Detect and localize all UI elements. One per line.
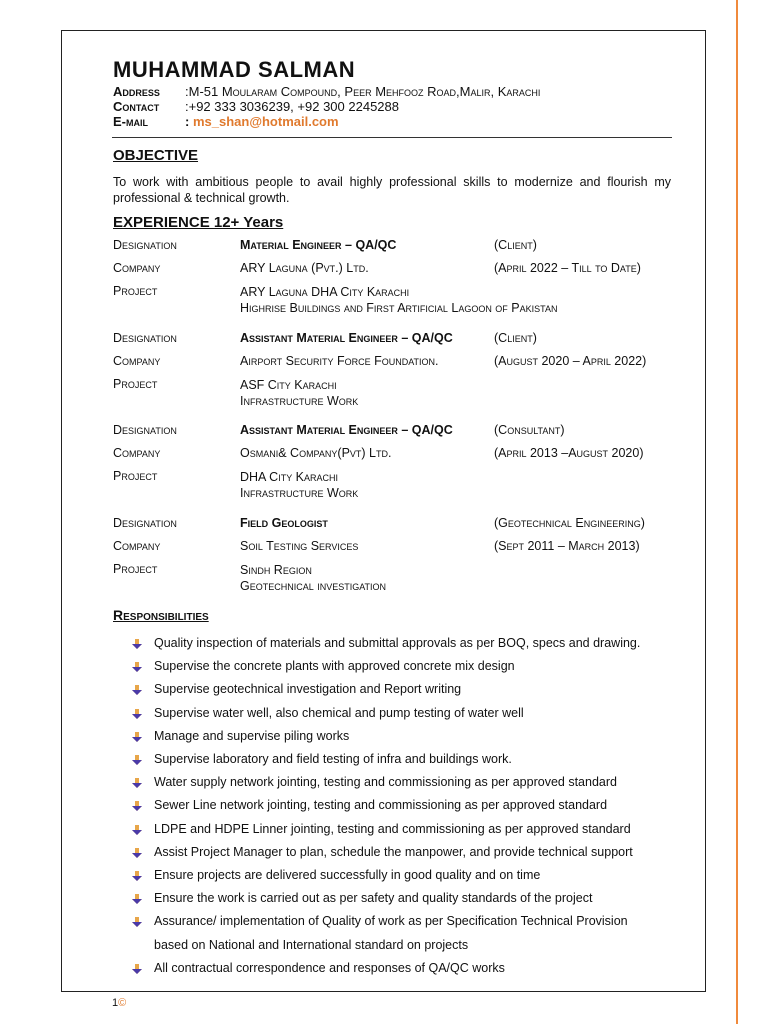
- page-mark-icon: ©: [118, 997, 127, 1009]
- responsibility-text: LDPE and HDPE Linner jointing, testing and commissioning as per approved standard: [154, 821, 631, 836]
- responsibility-text: Supervise water well, also chemical and pump testing of water well: [154, 705, 524, 720]
- job-project-line: Geotechnical investigation: [240, 579, 387, 593]
- responsibility-text: Ensure the work is carried out as per safety and quality standards of the project: [154, 891, 593, 906]
- responsibility-text: Supervise laboratory and field testing of infra and buildings work.: [154, 752, 512, 767]
- responsibility-item: [132, 887, 672, 910]
- job-company: Airport Security Force Foundation.: [240, 354, 439, 368]
- job-designation: Assistant Material Engineer – QA/QC: [240, 331, 453, 345]
- responsibility-item: [132, 725, 672, 748]
- responsibility-text: Supervise geotechnical investigation and Report writing: [154, 682, 462, 697]
- responsibility-text: Ensure projects are delivered successfully in good quality and on time: [154, 868, 541, 883]
- arrow-bullet-icon: [132, 778, 142, 788]
- responsibility-item: [132, 748, 672, 771]
- company-label: Company: [113, 539, 161, 553]
- project-label: Project: [113, 284, 158, 298]
- contact-value: :+92 333 3036239, +92 300 2245288: [185, 99, 399, 114]
- job-project-line: DHA City Karachi: [240, 470, 339, 484]
- job-company: Osmani& Company(Pvt) Ltd.: [240, 446, 392, 460]
- responsibility-item: [132, 794, 672, 817]
- responsibility-text: All contractual correspondence and responses of QA/QC works: [154, 960, 505, 975]
- arrow-bullet-icon: [132, 709, 142, 719]
- job-entry: [113, 423, 673, 500]
- responsibility-item: [132, 957, 672, 980]
- experience-heading: EXPERIENCE 12+ Years: [113, 214, 284, 231]
- arrow-bullet-icon: [132, 801, 142, 811]
- arrow-bullet-icon: [132, 662, 142, 672]
- job-entry: [113, 331, 673, 408]
- job-project-line: Highrise Buildings and First Artificial Lagoon of Pakistan: [240, 301, 558, 315]
- responsibility-item: [132, 702, 672, 725]
- responsibility-item: [132, 910, 672, 933]
- email-row: [113, 114, 673, 129]
- arrow-bullet-icon: [132, 732, 142, 742]
- responsibility-text: Manage and supervise piling works: [154, 728, 350, 743]
- job-period: (Sept 2011 – March 2013): [494, 539, 640, 553]
- arrow-bullet-icon: [132, 848, 142, 858]
- page-number: [112, 997, 126, 1009]
- resume-header: [113, 56, 673, 129]
- email-label: E-mail: [113, 114, 148, 129]
- email-link[interactable]: ms_shan@hotmail.com: [192, 114, 339, 129]
- address-value: :M-51 Moularam Compound, Peer Mehfooz Road,Malir, Karachi: [185, 84, 541, 99]
- job-role-type: (Consultant): [494, 423, 565, 437]
- job-role-type: (Client): [494, 238, 537, 252]
- job-project-line: Infrastructure Work: [240, 486, 359, 500]
- header-divider: [112, 137, 672, 138]
- contact-label: Contact: [113, 99, 160, 114]
- arrow-bullet-icon: [132, 917, 142, 927]
- company-label: Company: [113, 261, 161, 275]
- company-label: Company: [113, 446, 161, 460]
- designation-label: Designation: [113, 238, 177, 252]
- job-project-line: ASF City Karachi: [240, 378, 337, 392]
- objective-text: To work with ambitious people to avail highly professional skills to modernize and flourish my professional & technical growth.: [113, 175, 671, 205]
- designation-label: Designation: [113, 331, 177, 345]
- responsibility-text: Quality inspection of materials and submittal approvals as per BOQ, specs and drawing.: [154, 636, 641, 650]
- job-entry: [113, 516, 673, 593]
- job-company: ARY Laguna (Pvt.) Ltd.: [240, 261, 369, 275]
- responsibility-text: Sewer Line network jointing, testing and commissioning as per approved standard: [154, 798, 608, 813]
- job-designation: Field Geologist: [240, 516, 328, 530]
- job-company: Soil Testing Services: [240, 539, 359, 553]
- job-project-line: ARY Laguna DHA City Karachi: [240, 285, 410, 299]
- responsibility-item: [132, 678, 672, 701]
- arrow-bullet-icon: [132, 894, 142, 904]
- arrow-bullet-icon: [132, 685, 142, 695]
- arrow-bullet-icon: [132, 964, 142, 974]
- responsibility-text: Supervise the concrete plants with approved concrete mix design: [154, 659, 515, 674]
- job-project-line: Infrastructure Work: [240, 394, 359, 408]
- job-role-type: (Client): [494, 331, 537, 345]
- job-role-type: (Geotechnical Engineering): [494, 516, 645, 530]
- responsibility-text: Water supply network jointing, testing and commissioning as per approved standard: [154, 775, 617, 790]
- job-designation: Assistant Material Engineer – QA/QC: [240, 423, 453, 437]
- job-period: (August 2020 – April 2022): [494, 354, 647, 368]
- responsibility-item: [132, 632, 672, 655]
- project-label: Project: [113, 562, 158, 576]
- responsibility-item: [132, 841, 672, 864]
- arrow-bullet-icon: [132, 825, 142, 835]
- objective-heading: OBJECTIVE: [113, 147, 199, 164]
- job-period: (April 2022 – Till to Date): [494, 261, 641, 275]
- job-designation: Material Engineer – QA/QC: [240, 238, 397, 252]
- address-row: [113, 84, 673, 99]
- project-label: Project: [113, 469, 158, 483]
- job-period: (April 2013 –August 2020): [494, 446, 644, 460]
- responsibility-item: [132, 818, 672, 841]
- job-project-line: Sindh Region: [240, 563, 312, 577]
- address-label: Address: [113, 84, 160, 99]
- responsibilities-list: [132, 632, 672, 980]
- designation-label: Designation: [113, 516, 177, 530]
- designation-label: Designation: [113, 423, 177, 437]
- project-label: Project: [113, 377, 158, 391]
- page-number-value: 1: [112, 997, 119, 1009]
- arrow-bullet-icon: [132, 755, 142, 765]
- margin-accent-line: [736, 0, 738, 1024]
- arrow-bullet-icon: [132, 871, 142, 881]
- responsibility-text: Assurance/ implementation of Quality of work as per Specification Technical Provision: [154, 914, 628, 929]
- responsibility-item: [132, 771, 672, 794]
- candidate-name: MUHAMMAD SALMAN: [113, 57, 356, 82]
- responsibility-item: [132, 655, 672, 678]
- arrow-bullet-icon: [132, 639, 142, 649]
- responsibility-text: Assist Project Manager to plan, schedule the manpower, and provide technical support: [154, 844, 633, 859]
- responsibility-item: [132, 864, 672, 887]
- responsibilities-heading: Responsibilities: [113, 607, 209, 623]
- responsibility-continuation: based on National and International standard on projects: [154, 937, 469, 952]
- company-label: Company: [113, 354, 161, 368]
- job-entry: [113, 238, 673, 315]
- email-separator: :: [185, 114, 193, 129]
- contact-row: [113, 99, 673, 114]
